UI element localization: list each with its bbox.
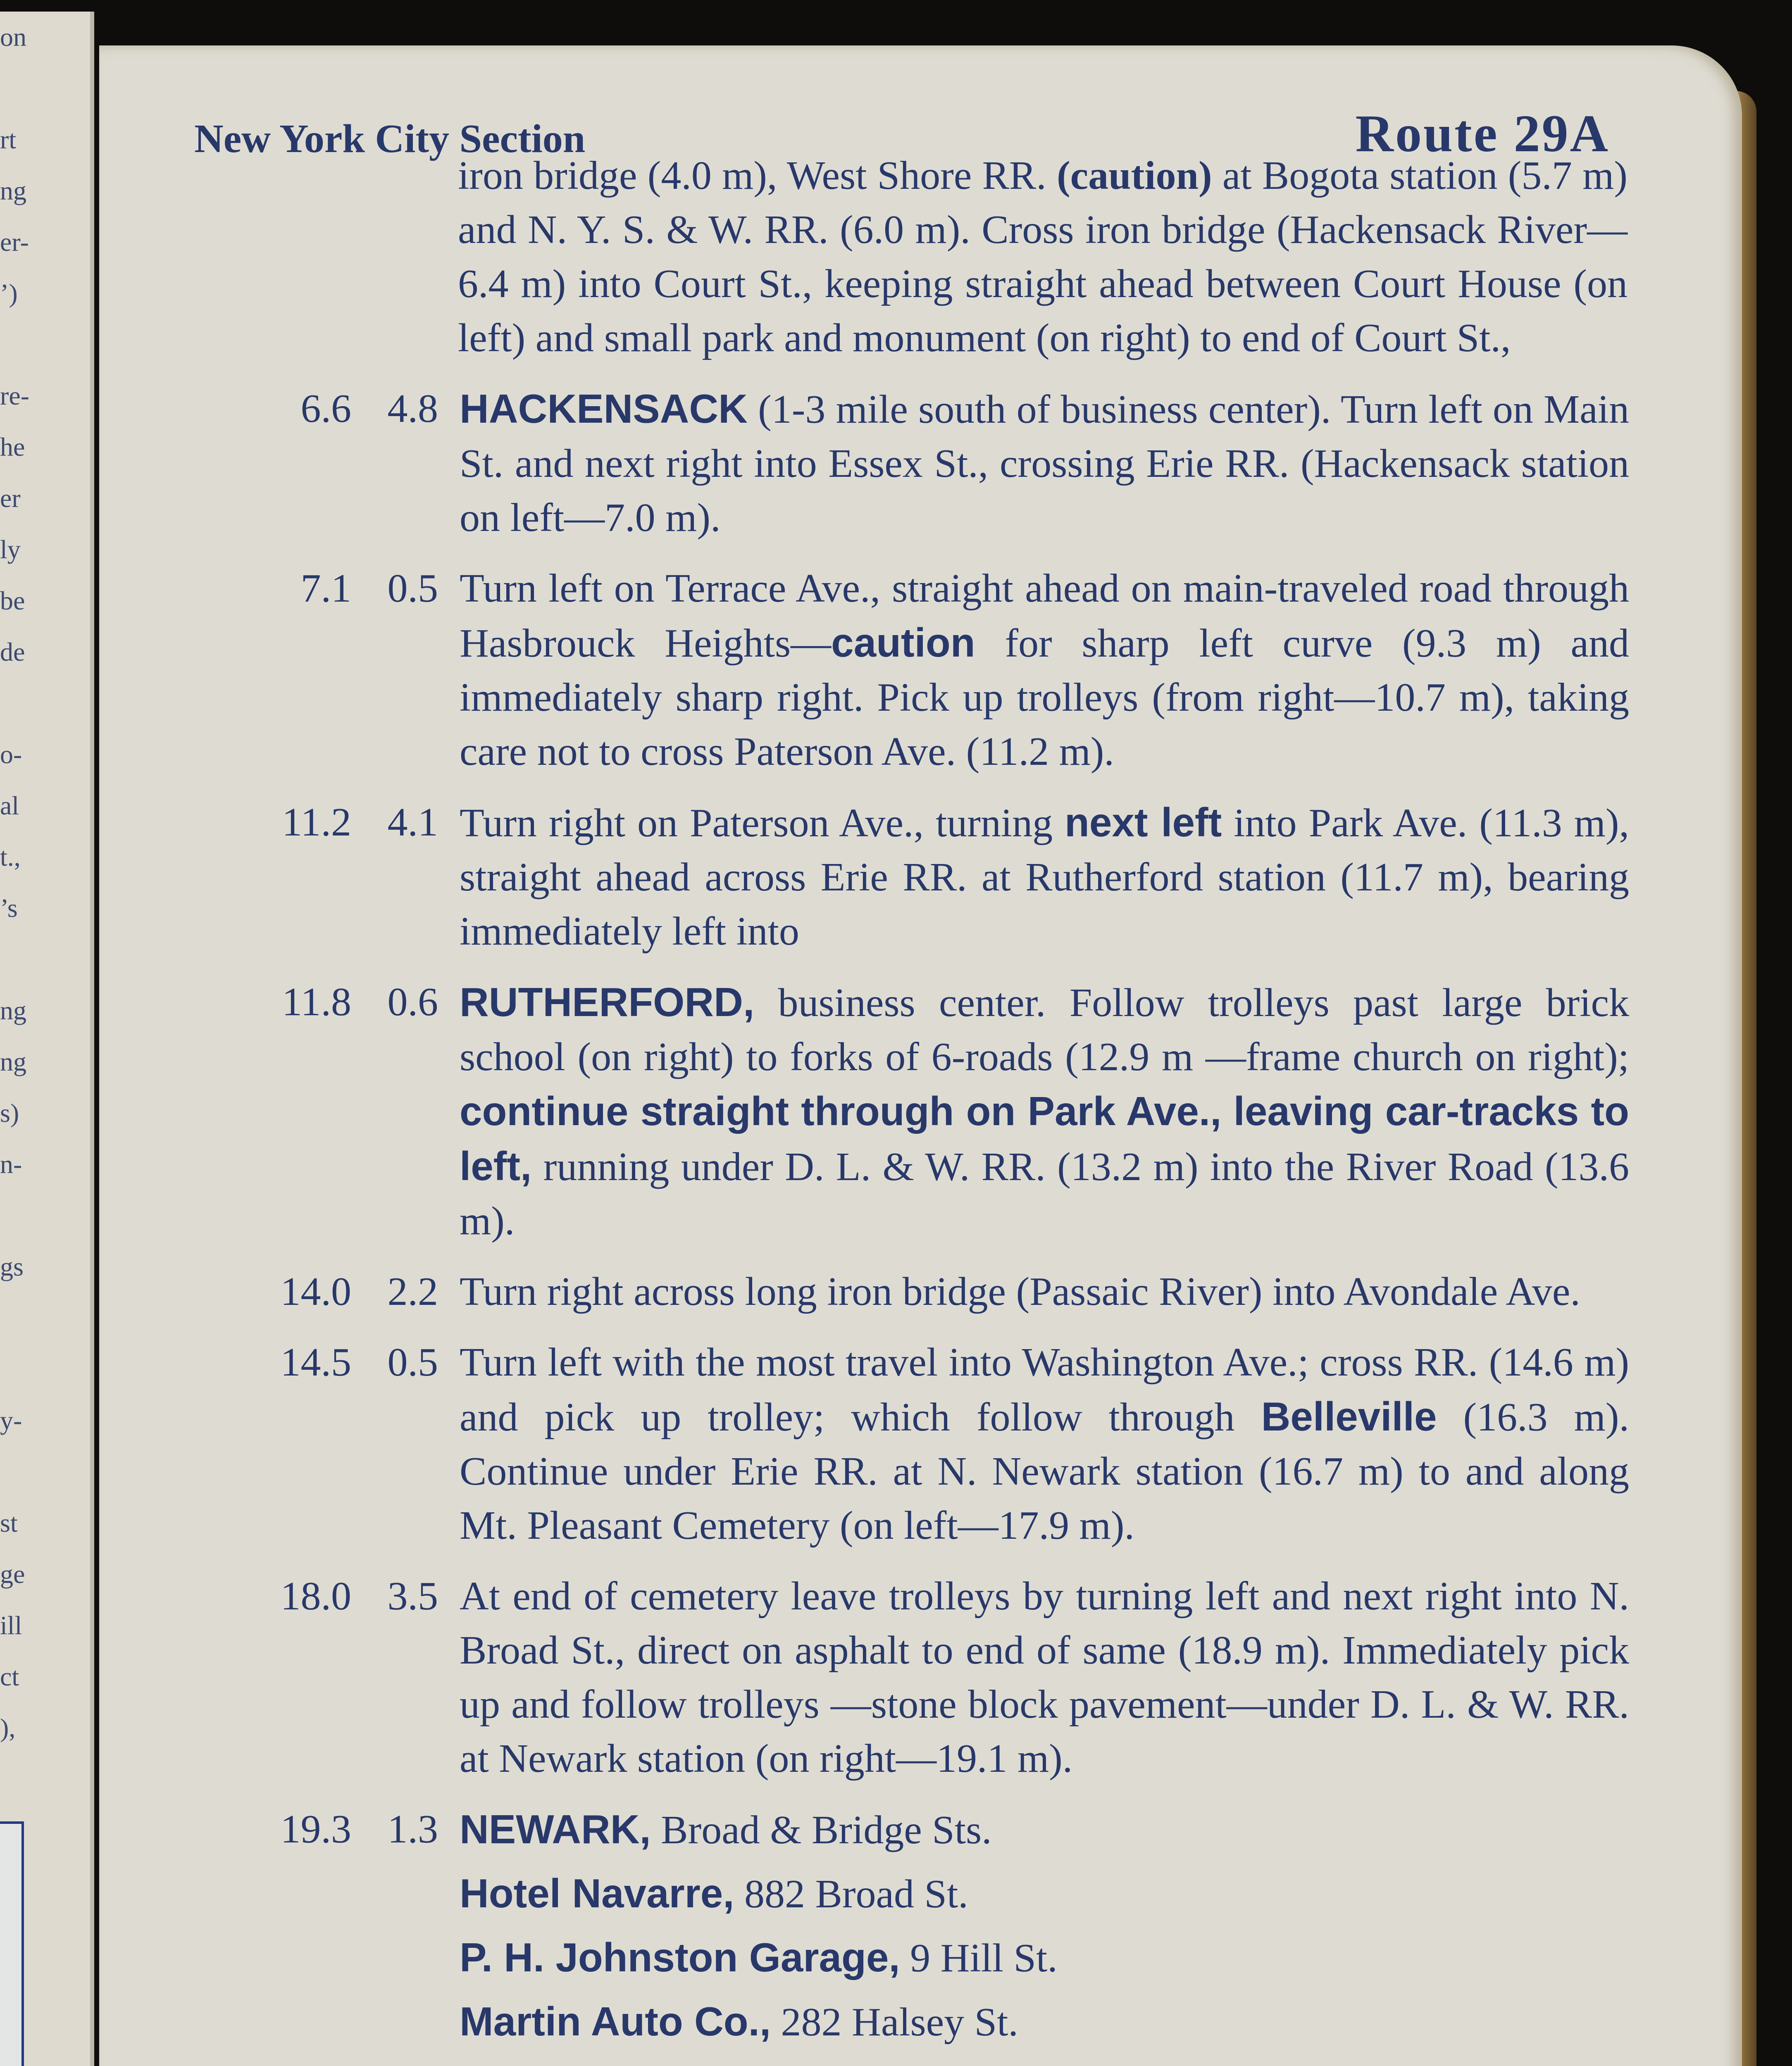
caution-text: (caution) — [1057, 153, 1212, 198]
place-name: RUTHERFORD, — [460, 979, 755, 1025]
mileage-entry — [223, 382, 1628, 545]
interval-mileage: 4.8 — [387, 386, 438, 431]
margin-fragment: n- — [0, 1150, 22, 1179]
listing-hotel: Hotel Navarre, 882 Broad St. — [460, 1871, 968, 1916]
total-mileage: 11.8 — [282, 980, 351, 1024]
interval-mileage: 0.6 — [387, 980, 438, 1024]
interval-mileage: 3.5 — [387, 1574, 438, 1619]
route-title: Route 29A — [1355, 104, 1610, 163]
entry-directions: HACKENSACK (1-3 mile south of business center). Turn left on Main St. and next right into Essex St., crossing Erie RR. (Hackensack station on left—7.0 m). — [460, 386, 1630, 540]
interval-mileage: 0.5 — [387, 1340, 438, 1385]
adjacent-page-map-fragment — [0, 1821, 24, 2066]
margin-fragment: ct — [0, 1662, 19, 1691]
margin-fragment — [0, 1190, 83, 1241]
margin-fragment: s) — [0, 1098, 19, 1128]
section-title: New York City Section — [194, 117, 586, 161]
margin-fragment — [0, 1292, 83, 1344]
margin-fragment — [0, 1344, 83, 1395]
listing-auto-dealer: Martin Auto Co., 282 Halsey St. — [460, 1999, 1018, 2045]
mileage-entry — [223, 1265, 1628, 1319]
margin-fragment: gs — [0, 1252, 24, 1281]
interval-mileage: 4.1 — [387, 800, 438, 845]
margin-fragment: er- — [0, 227, 29, 257]
total-mileage: 19.3 — [280, 1807, 351, 1852]
margin-fragment — [0, 934, 83, 985]
margin-fragment: he — [0, 432, 25, 462]
margin-fragment: on — [0, 22, 26, 52]
total-mileage: 14.0 — [280, 1269, 351, 1314]
margin-fragment: ill — [0, 1611, 22, 1640]
total-mileage: 7.1 — [300, 566, 351, 611]
margin-fragment: de — [0, 637, 25, 666]
intro-paragraph: iron bridge (4.0 m), West Shore RR. (caution) at Bogota station (5.7 m) and N. Y. S. & W. RR. (6.0 m). Cross iron bridge (Hackensack River—6.4 m) into Court St., keeping straight ahead between Court House (on left) and small park and monument (on right) to end of Court St., — [458, 153, 1628, 360]
margin-fragment — [0, 319, 83, 370]
total-mileage: 11.2 — [282, 800, 351, 845]
margin-fragment: ), — [0, 1713, 16, 1742]
entry-directions: Turn right on Paterson Ave., turning next left into Park Ave. (11.3 m), straight ahead across Erie RR. at Rutherford station (11.7 m), bearing immediately left into — [460, 800, 1630, 954]
margin-fragment: ng — [0, 1047, 26, 1076]
place-name: NEWARK, — [460, 1807, 651, 1852]
entry-directions: RUTHERFORD, business center. Follow trolleys past large brick school (on right) to forks of 6-roads (12.9 m —frame church on right); continue straight through on Park Ave., leaving car-tracks to left, running under D. L. & W. RR. (13.2 m) into the River Road (13.6 m). — [460, 979, 1630, 1243]
margin-fragment — [0, 678, 83, 729]
adjacent-page — [0, 12, 94, 2066]
book-page — [99, 45, 1742, 2066]
margin-fragment — [0, 1446, 83, 1497]
margin-fragment: er — [0, 483, 21, 513]
margin-fragment: y- — [0, 1406, 22, 1435]
margin-fragment: ’s — [0, 893, 18, 923]
mileage-entry — [223, 1569, 1628, 1786]
adjacent-page-margin-text — [0, 12, 83, 1754]
margin-fragment: ly — [0, 535, 21, 564]
margin-fragment: ng — [0, 176, 26, 205]
margin-fragment: rt — [0, 125, 17, 154]
listing-garage: P. H. Johnston Garage, 9 Hill St. — [460, 1935, 1058, 1980]
margin-fragment: o- — [0, 740, 22, 769]
entry-directions: Turn left on Terrace Ave., straight ahead on main-traveled road through Hasbrouck Heights—caution for sharp left curve (9.3 m) and immediately sharp right. Pick up trolleys (from right—10.7 m), taking care not to cross Paterson Ave. (11.2 m). — [460, 566, 1629, 774]
route-directions — [223, 149, 1628, 2049]
entry-directions: NEWARK, Broad & Bridge Sts. — [460, 1807, 992, 1852]
mileage-entry — [223, 975, 1628, 1248]
total-mileage: 14.5 — [280, 1340, 351, 1385]
total-mileage: 6.6 — [300, 386, 351, 431]
interval-mileage: 1.3 — [387, 1807, 438, 1852]
margin-fragment: st — [0, 1508, 18, 1538]
mileage-entry — [223, 795, 1628, 959]
mileage-entry — [223, 1802, 1628, 1857]
entry-directions: Turn left with the most travel into Washington Ave.; cross RR. (14.6 m) and pick up trolley; which follow through Belleville (16.3 m). Continue under Erie RR. at N. Newark station (16.7 m) to and along Mt. Pleasant Cemetery (on left—17.9 m). — [460, 1340, 1630, 1548]
mileage-entry — [223, 562, 1628, 779]
margin-fragment: al — [0, 791, 19, 820]
interval-mileage: 2.2 — [387, 1269, 438, 1314]
margin-fragment: ge — [0, 1559, 25, 1589]
margin-fragment — [0, 63, 83, 114]
mileage-entry — [223, 1335, 1628, 1553]
place-name: HACKENSACK — [460, 386, 748, 431]
margin-fragment: t., — [0, 842, 21, 871]
entry-directions: At end of cemetery leave trolleys by turning left and next right into N. Broad St., direct on asphalt to end of same (18.9 m). Immediately pick up and follow trolleys —stone block pavement—under D. L. & W. RR. at Newark station (on right—19.1 m). — [460, 1574, 1629, 1781]
margin-fragment: re- — [0, 381, 30, 410]
total-mileage: 18.0 — [280, 1574, 351, 1619]
margin-fragment: ’) — [0, 278, 18, 308]
interval-mileage: 0.5 — [387, 566, 438, 611]
entry-directions: Turn right across long iron bridge (Passaic River) into Avondale Ave. — [460, 1269, 1580, 1314]
margin-fragment: be — [0, 586, 25, 615]
margin-fragment: ng — [0, 996, 26, 1025]
